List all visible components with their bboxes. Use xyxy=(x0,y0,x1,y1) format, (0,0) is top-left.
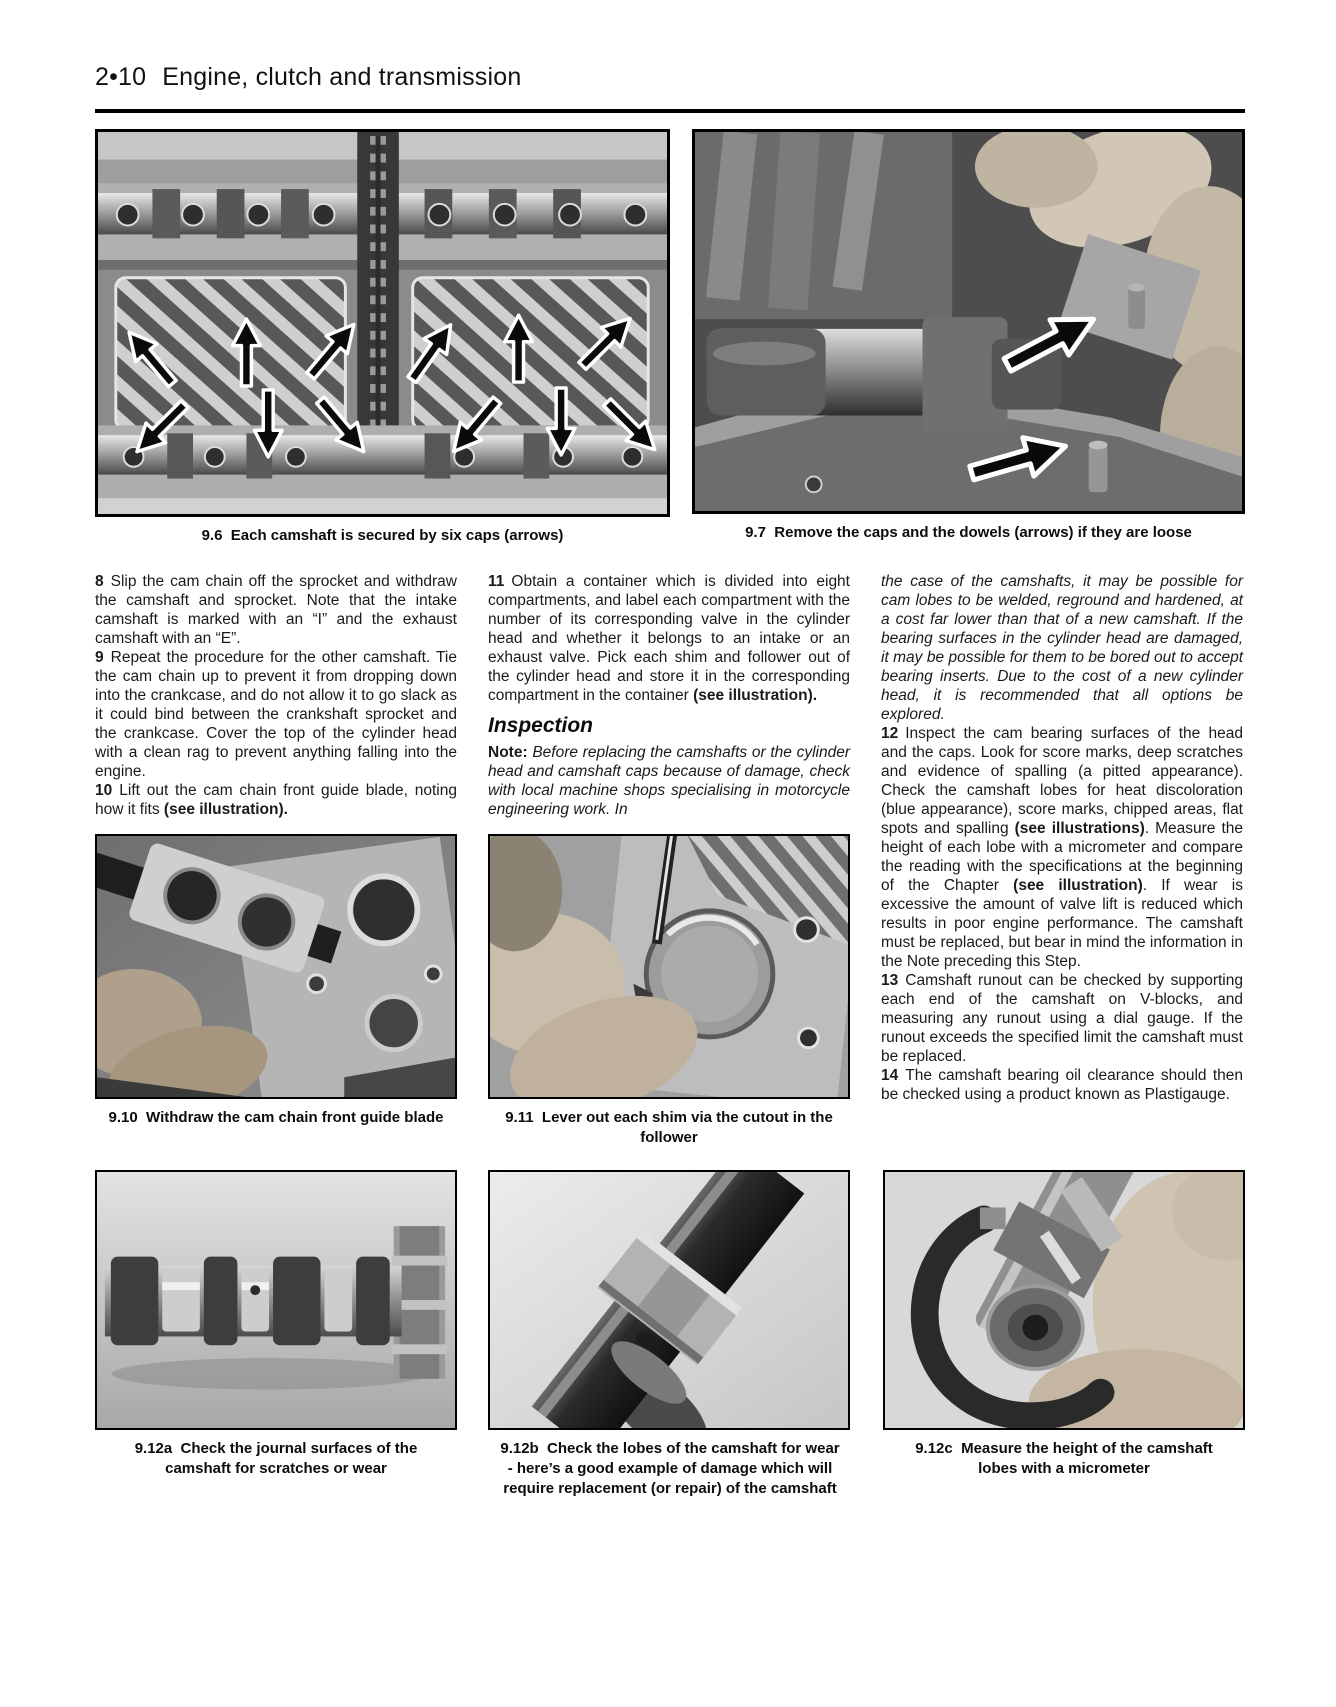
step-paragraph-12 xyxy=(881,724,1243,971)
text-segment: Obtain a container which is divided into eight compartments, and label each compartment with the number of its corresponding valve in the cylinder head and whether it belongs to an intake or an exhaust valve. Pick each shim and follower out of the cylinder head and store it in the corresponding compartment in the container xyxy=(488,573,850,704)
text-columns xyxy=(95,572,1245,1148)
step-number: 12 xyxy=(881,725,899,742)
step-number: 9 xyxy=(95,649,104,666)
step-number: 11 xyxy=(488,573,505,590)
text-segment: (see illustration) xyxy=(1013,877,1143,894)
column-3 xyxy=(881,572,1243,1104)
text-segment: . Measure the height of each lobe with a micrometer and compare the reading with the specifications at the beginning of the Chapter xyxy=(881,820,1244,894)
section-heading: Inspection xyxy=(488,714,594,737)
figure-9-6 xyxy=(95,129,670,546)
text-segment: (see illustration). xyxy=(693,687,818,704)
step-number: 8 xyxy=(95,573,104,590)
steps-12-14 xyxy=(881,572,1243,1104)
text-segment: . If wear is excessive the amount of valve lift is reduced which results in poor engine performance. The camshaft must be replaced, but bear in mind the information in the Note preceding this Step. xyxy=(881,877,1243,970)
text-segment: (see illustration). xyxy=(163,801,288,818)
page-header xyxy=(95,62,1245,92)
figure-9-12b xyxy=(488,1170,852,1499)
step-paragraph-10 xyxy=(95,781,457,819)
figure-9-11 xyxy=(488,834,850,1148)
bottom-figure-row xyxy=(95,1170,1245,1499)
steps-8-10 xyxy=(95,572,457,819)
figure-9-7 xyxy=(692,129,1245,546)
top-figure-row xyxy=(95,129,1245,546)
step-11-and-inspection-note xyxy=(488,572,850,819)
text-segment: Slip the cam chain off the sprocket and withdraw the camshaft and sprocket. Note that the intake camshaft is marked with an “I” and the exhaust camshaft with an “E”. xyxy=(95,573,457,647)
paragraph xyxy=(881,572,1243,724)
step-number: 14 xyxy=(881,1067,899,1084)
photo-camshaft-lobe-damage xyxy=(488,1170,850,1430)
text-segment: Before replacing the camshafts or the cylinder head and camshaft caps because of damage, check with local machine shops specialising in motorcycle engineering work. In xyxy=(488,744,850,818)
figure-caption: 9.7 Remove the caps and the dowels (arrows) if they are loose xyxy=(745,524,1192,541)
header-divider xyxy=(95,109,1245,113)
page-number: 2•10 xyxy=(95,63,147,91)
figure-9-12a xyxy=(95,1170,457,1499)
step-number: 10 xyxy=(95,782,113,799)
photo-shim-lever xyxy=(488,834,850,1099)
text-segment: Inspect the cam bearing surfaces of the head and the caps. Look for score marks, deep scratches and evidence of spalling (a pitted appearance). Check the camshaft lobes for heat discoloration (blue appearance), score marks, chipped areas, flat spots and spalling xyxy=(881,725,1243,837)
figure-caption: 9.12a Check the journal surfaces of the camshaft for scratches or wear xyxy=(134,1440,418,1477)
step-paragraph-11 xyxy=(488,572,850,705)
text-segment: Note: xyxy=(488,744,533,761)
figure-caption: 9.12c Measure the height of the camshaft lobes with a micrometer xyxy=(915,1440,1213,1477)
photo-guide-blade xyxy=(95,834,457,1099)
paragraph xyxy=(488,743,850,819)
text-segment: the case of the camshafts, it may be possible for cam lobes to be welded, reground and hardened, at a cost far lower than that of a new camshaft. If the bearing surfaces in the cylinder head are damaged, it may be possible for them to be bored out to accept bearing inserts. Due to the cost of a new cylinder head, it is recommended that all options be explored. xyxy=(881,573,1243,723)
step-paragraph-9 xyxy=(95,648,457,781)
figure-caption: 9.6 Each camshaft is secured by six caps (arrows) xyxy=(201,527,564,544)
text-segment: Camshaft runout can be checked by supporting each end of the camshaft on V-blocks, and measuring any runout using a dial gauge. If the runout exceeds the specified limit the camshaft must be replaced. xyxy=(881,972,1243,1065)
step-paragraph-14 xyxy=(881,1066,1243,1104)
photo-micrometer-measurement xyxy=(883,1170,1245,1430)
figure-caption: 9.12b Check the lobes of the camshaft for wear - here’s a good example of damage which will require replacement (or repair) of the camshaft xyxy=(500,1440,840,1497)
column-2 xyxy=(488,572,850,1148)
text-segment: (see illustrations) xyxy=(1014,820,1145,837)
photo-camshaft-caps xyxy=(95,129,670,517)
step-number: 13 xyxy=(881,972,899,989)
step-paragraph-8 xyxy=(95,572,457,648)
photo-caps-dowels xyxy=(692,129,1245,514)
text-segment: Repeat the procedure for the other camshaft. Tie the cam chain up to prevent it from dropping down into the crankcase, and do not allow it to go slack as it could bind between the crankshaft sprocket and the crankcase. Cover the top of the cylinder head with a clean rag to prevent anything falling into the engine. xyxy=(95,649,457,780)
chapter-title: Engine, clutch and transmission xyxy=(162,63,522,91)
figure-caption: 9.10 Withdraw the cam chain front guide blade xyxy=(108,1109,444,1126)
text-segment: The camshaft bearing oil clearance should then be checked using a product known as Plastigauge. xyxy=(881,1067,1243,1103)
text-segment: Lift out the cam chain front guide blade, noting how it fits xyxy=(95,782,457,818)
figure-9-10 xyxy=(95,834,457,1128)
column-1 xyxy=(95,572,457,1128)
figure-caption: 9.11 Lever out each shim via the cutout in the follower xyxy=(505,1109,833,1146)
step-paragraph-13 xyxy=(881,971,1243,1066)
photo-camshaft-journals xyxy=(95,1170,457,1430)
figure-9-12c xyxy=(883,1170,1245,1499)
